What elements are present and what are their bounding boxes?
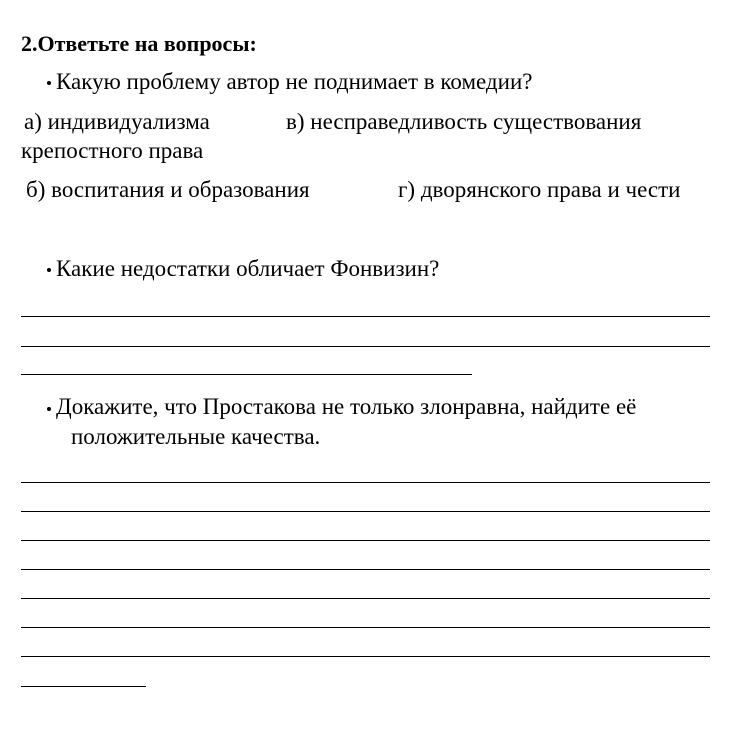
question-3-text-line-1: Докажите, что Простакова не только злонравна, найдите её [56,394,637,419]
answer-line[interactable] [21,598,710,599]
question-2-text: Какие недостатки обличает Фонвизин? [56,256,440,281]
bullet-icon [47,268,51,272]
answer-line[interactable] [21,656,710,657]
answer-line[interactable] [21,316,710,317]
answer-line[interactable] [21,627,710,628]
answer-line[interactable] [21,374,472,375]
answer-line[interactable] [21,686,146,687]
answer-line[interactable] [21,482,710,483]
bullet-icon [47,407,51,411]
option-v: в) несправедливость существования [286,109,642,134]
question-1-text: Какую проблему автор не поднимает в комедии? [56,69,533,94]
bullet-icon [47,81,51,85]
option-g: г) дворянского права и чести [398,177,681,202]
section-heading: 2.Ответьте на вопросы: [21,31,257,56]
answer-line[interactable] [21,569,710,570]
answer-line[interactable] [21,511,710,512]
answer-line[interactable] [21,540,710,541]
option-a: а) индивидуализма [24,109,210,134]
answer-line[interactable] [21,346,710,347]
question-3-text-line-2: положительные качества. [71,424,321,449]
option-v-continuation: крепостного права [21,138,204,163]
option-b: б) воспитания и образования [26,177,310,202]
